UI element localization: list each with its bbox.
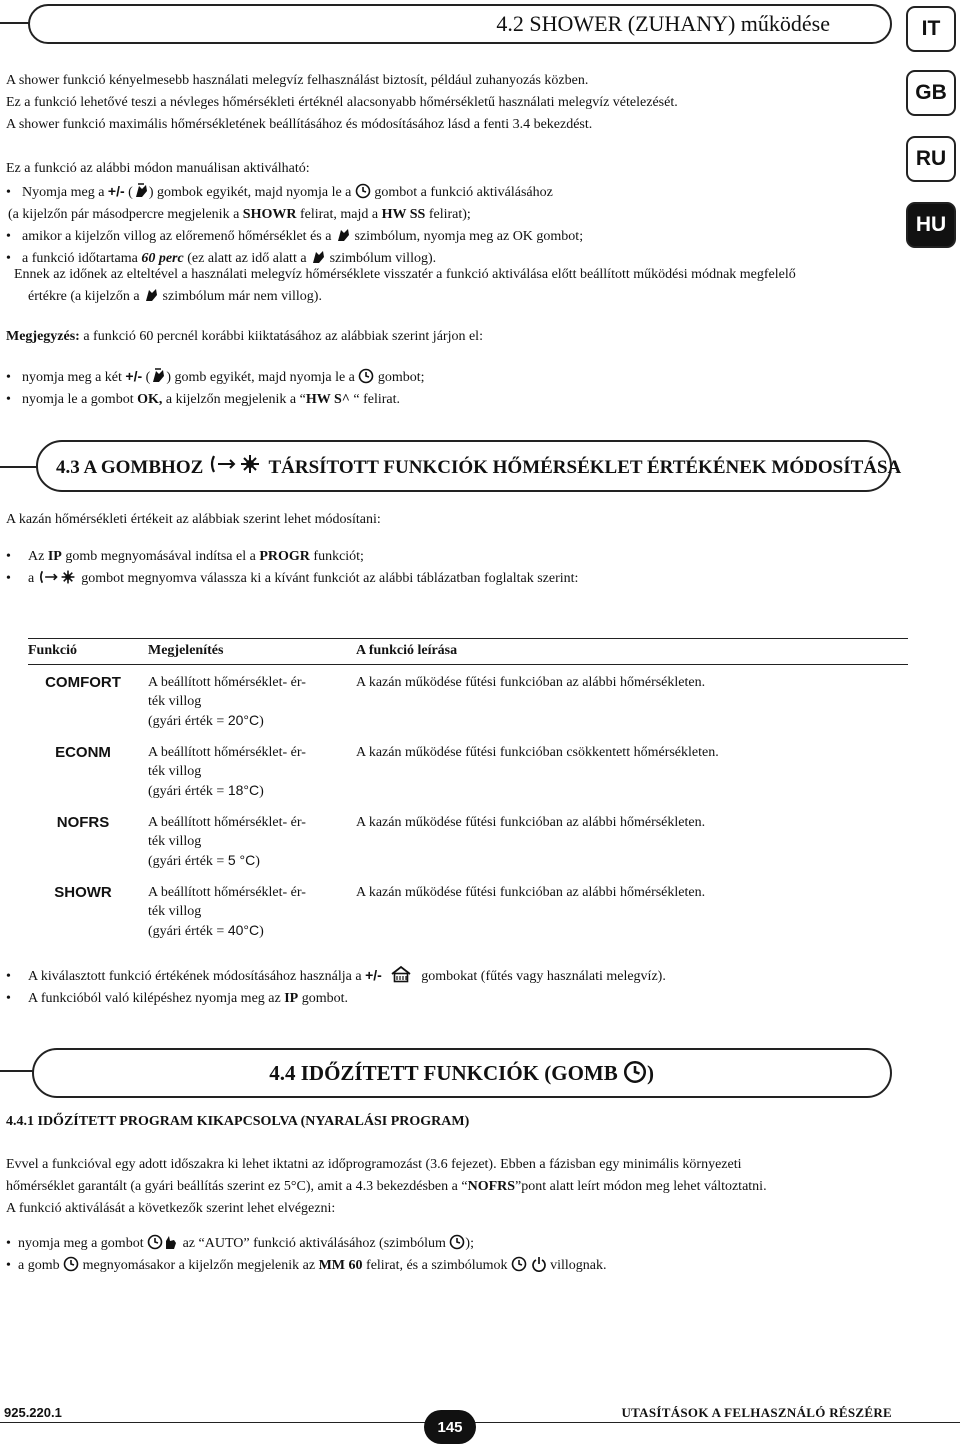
dhw-heating-icon (208, 453, 264, 475)
section-heading-4-4 (32, 1048, 892, 1098)
text: gombokat (fűtés vagy használati melegvíz). (417, 969, 666, 984)
lang-label: RU (915, 147, 947, 170)
text: funkciót; (309, 549, 364, 564)
bullet: • (6, 185, 11, 200)
column-header: Megjelenítés (148, 643, 224, 658)
tap-icon (310, 249, 326, 265)
column-header: Funkció (28, 643, 78, 658)
function-name: SHOWR (54, 884, 112, 901)
bullet: • (6, 370, 11, 385)
boiler-intro (6, 509, 381, 531)
lang-tab-ru[interactable] (906, 136, 956, 182)
note-label: Megjegyzés: (6, 329, 80, 344)
text: (gyári érték = (148, 924, 228, 939)
text: ( (142, 370, 151, 385)
text: ) gombok egyikét, majd nyomja le a (148, 185, 355, 200)
factory-value (148, 921, 356, 941)
text-line: A shower funkció kényelmesebb használati melegvíz felhasználást biztosít, például zuhanyozás közben. (6, 73, 589, 88)
text: a gomb (18, 1258, 64, 1273)
value: 18°C (227, 782, 260, 798)
text: (ez alatt az idő alatt a (183, 251, 311, 266)
text: ) (259, 924, 264, 939)
display-label: SHOWR (242, 207, 297, 222)
footer-title: UTASÍTÁSOK A FELHASZNÁLÓ RÉSZÉRE (621, 1405, 892, 1420)
text: ) gomb egyikét, majd nyomja le a (166, 370, 359, 385)
function-name: NOFRS (56, 814, 110, 831)
list-item (6, 964, 666, 988)
factory-value (148, 711, 356, 731)
clock-icon (358, 368, 374, 384)
section-title (56, 453, 901, 479)
bullet: • (6, 251, 11, 266)
display-label: MM 60 (318, 1258, 363, 1273)
tap-icon (143, 287, 159, 303)
list-item (6, 568, 578, 590)
display-text: ték villog (148, 904, 202, 919)
text-line: A funkció aktiválását a következők szerint lehet elvégezni: (6, 1201, 336, 1216)
text: ”pont alatt leírt módon meg lehet változtatni. (515, 1179, 767, 1194)
text: (gyári érték = (148, 784, 228, 799)
display-text: A beállított hőmérséklet- ér- (148, 815, 306, 830)
text: Az (28, 549, 48, 564)
ip-key: IP (284, 991, 299, 1006)
list-item (6, 1233, 606, 1255)
function-description: A kazán működése fűtési funkcióban az alábbi hőmérsékleten. (356, 815, 706, 830)
clock-hand-icon (147, 1234, 179, 1250)
text: A kiválasztott funkció értékének módosításához használja a (28, 969, 366, 984)
text: gombot a funkció aktiválásához (370, 185, 553, 200)
factory-value (148, 781, 356, 801)
dhw-heating-icon (38, 569, 78, 585)
text: hőmérséklet garantált (a gyári beállítás szerint ez 5°C), amit a 4.3 bekezdésben a “ (6, 1179, 468, 1194)
text: Nyomja meg a (22, 185, 108, 200)
text: ); (465, 1236, 474, 1251)
text: ( (124, 185, 133, 200)
text: a kijelzőn megjelenik a “ (162, 392, 306, 407)
text-line: Ez a funkció lehetővé teszi a névleges hőmérsékleti értéknél alacsonyabb hőmérsékletű használati melegvíz vételezését. (6, 95, 678, 110)
display-text: A beállított hőmérséklet- ér- (148, 885, 306, 900)
column-header: A funkció leírása (356, 643, 458, 658)
lang-tab-gb[interactable] (906, 70, 956, 116)
title-part: TÁRSÍTOTT FUNKCIÓK HŐMÉRSÉKLET ÉRTÉKÉNEK MÓDOSÍTÁSA (268, 457, 902, 478)
lang-label: GB (915, 81, 947, 104)
display-text: ték villog (148, 834, 202, 849)
text: nyomja meg a gombot (18, 1236, 148, 1251)
tap-icon (150, 368, 166, 384)
table-row (28, 735, 908, 805)
table-row (28, 665, 908, 736)
shower-note (6, 326, 483, 348)
bullet: • (6, 969, 11, 984)
lang-label: HU (915, 213, 947, 236)
display-text: ték villog (148, 764, 202, 779)
factory-value (148, 851, 356, 871)
section-heading-4-3 (36, 440, 902, 492)
bullet: • (6, 991, 11, 1006)
display-label: HW SS (381, 207, 426, 222)
function-description: A kazán működése fűtési funkcióban az alábbi hőmérsékleten. (356, 885, 706, 900)
function-description: A kazán működése fűtési funkcióban csökkentett hőmérsékleten. (356, 745, 719, 760)
clock-icon (355, 183, 371, 199)
page-number: 145 (424, 1410, 476, 1444)
boiler-steps (6, 546, 578, 590)
timed-program-text (6, 1154, 767, 1220)
clock-icon (511, 1256, 527, 1272)
list-item-continuation (6, 204, 583, 226)
bullet: • (6, 229, 11, 244)
function-description: A kazán működése fűtési funkcióban az alábbi hőmérsékleten. (356, 675, 706, 690)
text: a (28, 571, 38, 586)
plus-minus-key: +/- (125, 368, 143, 384)
display-text: A beállított hőmérséklet- ér- (148, 675, 306, 690)
clock-icon (449, 1234, 465, 1250)
display-text: ték villog (148, 694, 202, 709)
power-icon (531, 1256, 547, 1272)
text: ) (259, 714, 264, 729)
text: villognak. (546, 1258, 607, 1273)
text-line: Evvel a funkcióval egy adott időszakra ki lehet iktatni az időprogramozást (3.6 fejezet). Ebben a fázisban egy minimális környezeti (6, 1157, 742, 1172)
bullet: • (6, 549, 11, 564)
text: felirat, és a szimbólumok (362, 1258, 512, 1273)
lang-tab-it[interactable] (906, 6, 956, 52)
text: a funkció időtartama (22, 251, 142, 266)
text-line (14, 286, 796, 308)
function-name: COMFORT (45, 674, 121, 691)
title-part: 4.4 IDŐZÍTETT FUNKCIÓK (GOMB (269, 1061, 618, 1085)
text: nyomja le a gombot (22, 392, 138, 407)
text: (gyári érték = (148, 714, 228, 729)
function-name: ECONM (55, 744, 111, 761)
section-title (269, 1060, 654, 1086)
shower-activation (6, 158, 583, 270)
display-text: A beállított hőmérséklet- ér- (148, 745, 306, 760)
bullet: • (6, 1258, 11, 1273)
text: nyomja meg a két (22, 370, 126, 385)
text: (gyári érték = (148, 854, 228, 869)
plus-minus-key: +/- (365, 967, 382, 983)
lang-label: IT (921, 17, 941, 40)
value: 20°C (227, 712, 260, 728)
text: szimbólum már nem villog). (159, 289, 322, 304)
ok-key: OK, (137, 392, 163, 407)
timed-program-steps (6, 1233, 606, 1277)
shower-cancel-steps (6, 365, 425, 411)
plus-minus-key: +/- (107, 183, 125, 199)
table-after-steps (6, 964, 666, 1010)
list-item (6, 389, 425, 411)
section-heading-4-2 (28, 4, 892, 44)
footer-rule (0, 1422, 960, 1423)
clock-icon (63, 1256, 79, 1272)
lang-tab-hu[interactable] (906, 202, 956, 248)
text: A funkcióból való kilépéshez nyomja meg az (28, 991, 285, 1006)
text: értékre (a kijelzőn a (28, 289, 144, 304)
text: szimbólum, nyomja meg az OK gombot; (350, 229, 584, 244)
text: ) (259, 784, 264, 799)
bullet: • (6, 1236, 11, 1251)
text: az “AUTO” funkció aktiválásához (szimbólum (179, 1236, 450, 1251)
value: 40°C (227, 922, 260, 938)
house-key-icon (390, 965, 412, 983)
bullet: • (6, 392, 11, 407)
shower-intro (6, 70, 678, 136)
text: amikor a kijelzőn villog az előremenő hőmérséklet és a (22, 229, 335, 244)
display-label: HW S^ (305, 392, 350, 407)
text: (a kijelzőn pár másodpercre megjelenik a (8, 207, 243, 222)
value: 5 °C (227, 852, 256, 868)
bullet: • (6, 571, 11, 586)
tap-icon (335, 227, 351, 243)
text: “ felirat. (349, 392, 401, 407)
table-row (28, 805, 908, 875)
text: megnyomásakor a kijelzőn megjelenik az (79, 1258, 319, 1273)
subsection-title: 4.4.1 IDŐZÍTETT PROGRAM KIKAPCSOLVA (NYARALÁSI PROGRAM) (6, 1114, 470, 1129)
text: a funkció 60 percnél korábbi kiiktatásához az alábbiak szerint járjon el: (79, 329, 483, 344)
duration: 60 perc (141, 251, 184, 266)
shower-after (14, 264, 796, 308)
text: ) (255, 854, 260, 869)
list-item (6, 226, 583, 248)
ip-key: IP (47, 549, 62, 564)
list-item (6, 1255, 606, 1277)
table-row (28, 875, 908, 945)
title-part: ) (647, 1061, 654, 1085)
display-label: PROGR (259, 549, 310, 564)
text-line: A kazán hőmérsékleti értékeit az alábbiak szerint lehet módosítani: (6, 512, 381, 527)
title-part: 4.3 A GOMBHOZ (56, 457, 204, 478)
text: gombot megnyomva válassza ki a kívánt funkciót az alábbi táblázatban foglaltak szerint: (77, 571, 579, 586)
text: szimbólum villog). (326, 251, 437, 266)
text-line: Ez a funkció az alábbi módon manuálisan aktiválható: (6, 161, 310, 176)
text: gombot. (298, 991, 348, 1006)
list-item (6, 546, 578, 568)
tap-icon (133, 183, 149, 199)
text-line: Ennek az időnek az elteltével a használati melegvíz hőmérséklete visszatér a funkció aktiválása előtt beállított működési módnak megfelelő (14, 267, 796, 282)
text: felirat, majd a (296, 207, 382, 222)
text: gombot; (374, 370, 425, 385)
text-line: A shower funkció maximális hőmérsékletének beállításához és módosításához lásd a fenti 3.4 bekezdést. (6, 117, 593, 132)
list-item (6, 180, 583, 204)
function-table (28, 638, 908, 945)
text: gomb megnyomásával indítsa el a (61, 549, 260, 564)
display-label: NOFRS (467, 1179, 516, 1194)
section-title: 4.2 SHOWER (ZUHANY) működése (496, 11, 830, 36)
list-item (6, 988, 666, 1010)
text-line (6, 1176, 767, 1198)
table-header-row (28, 639, 908, 665)
document-code: 925.220.1 (4, 1405, 62, 1420)
clock-icon (623, 1060, 647, 1084)
list-item (6, 365, 425, 389)
text: felirat); (425, 207, 471, 222)
